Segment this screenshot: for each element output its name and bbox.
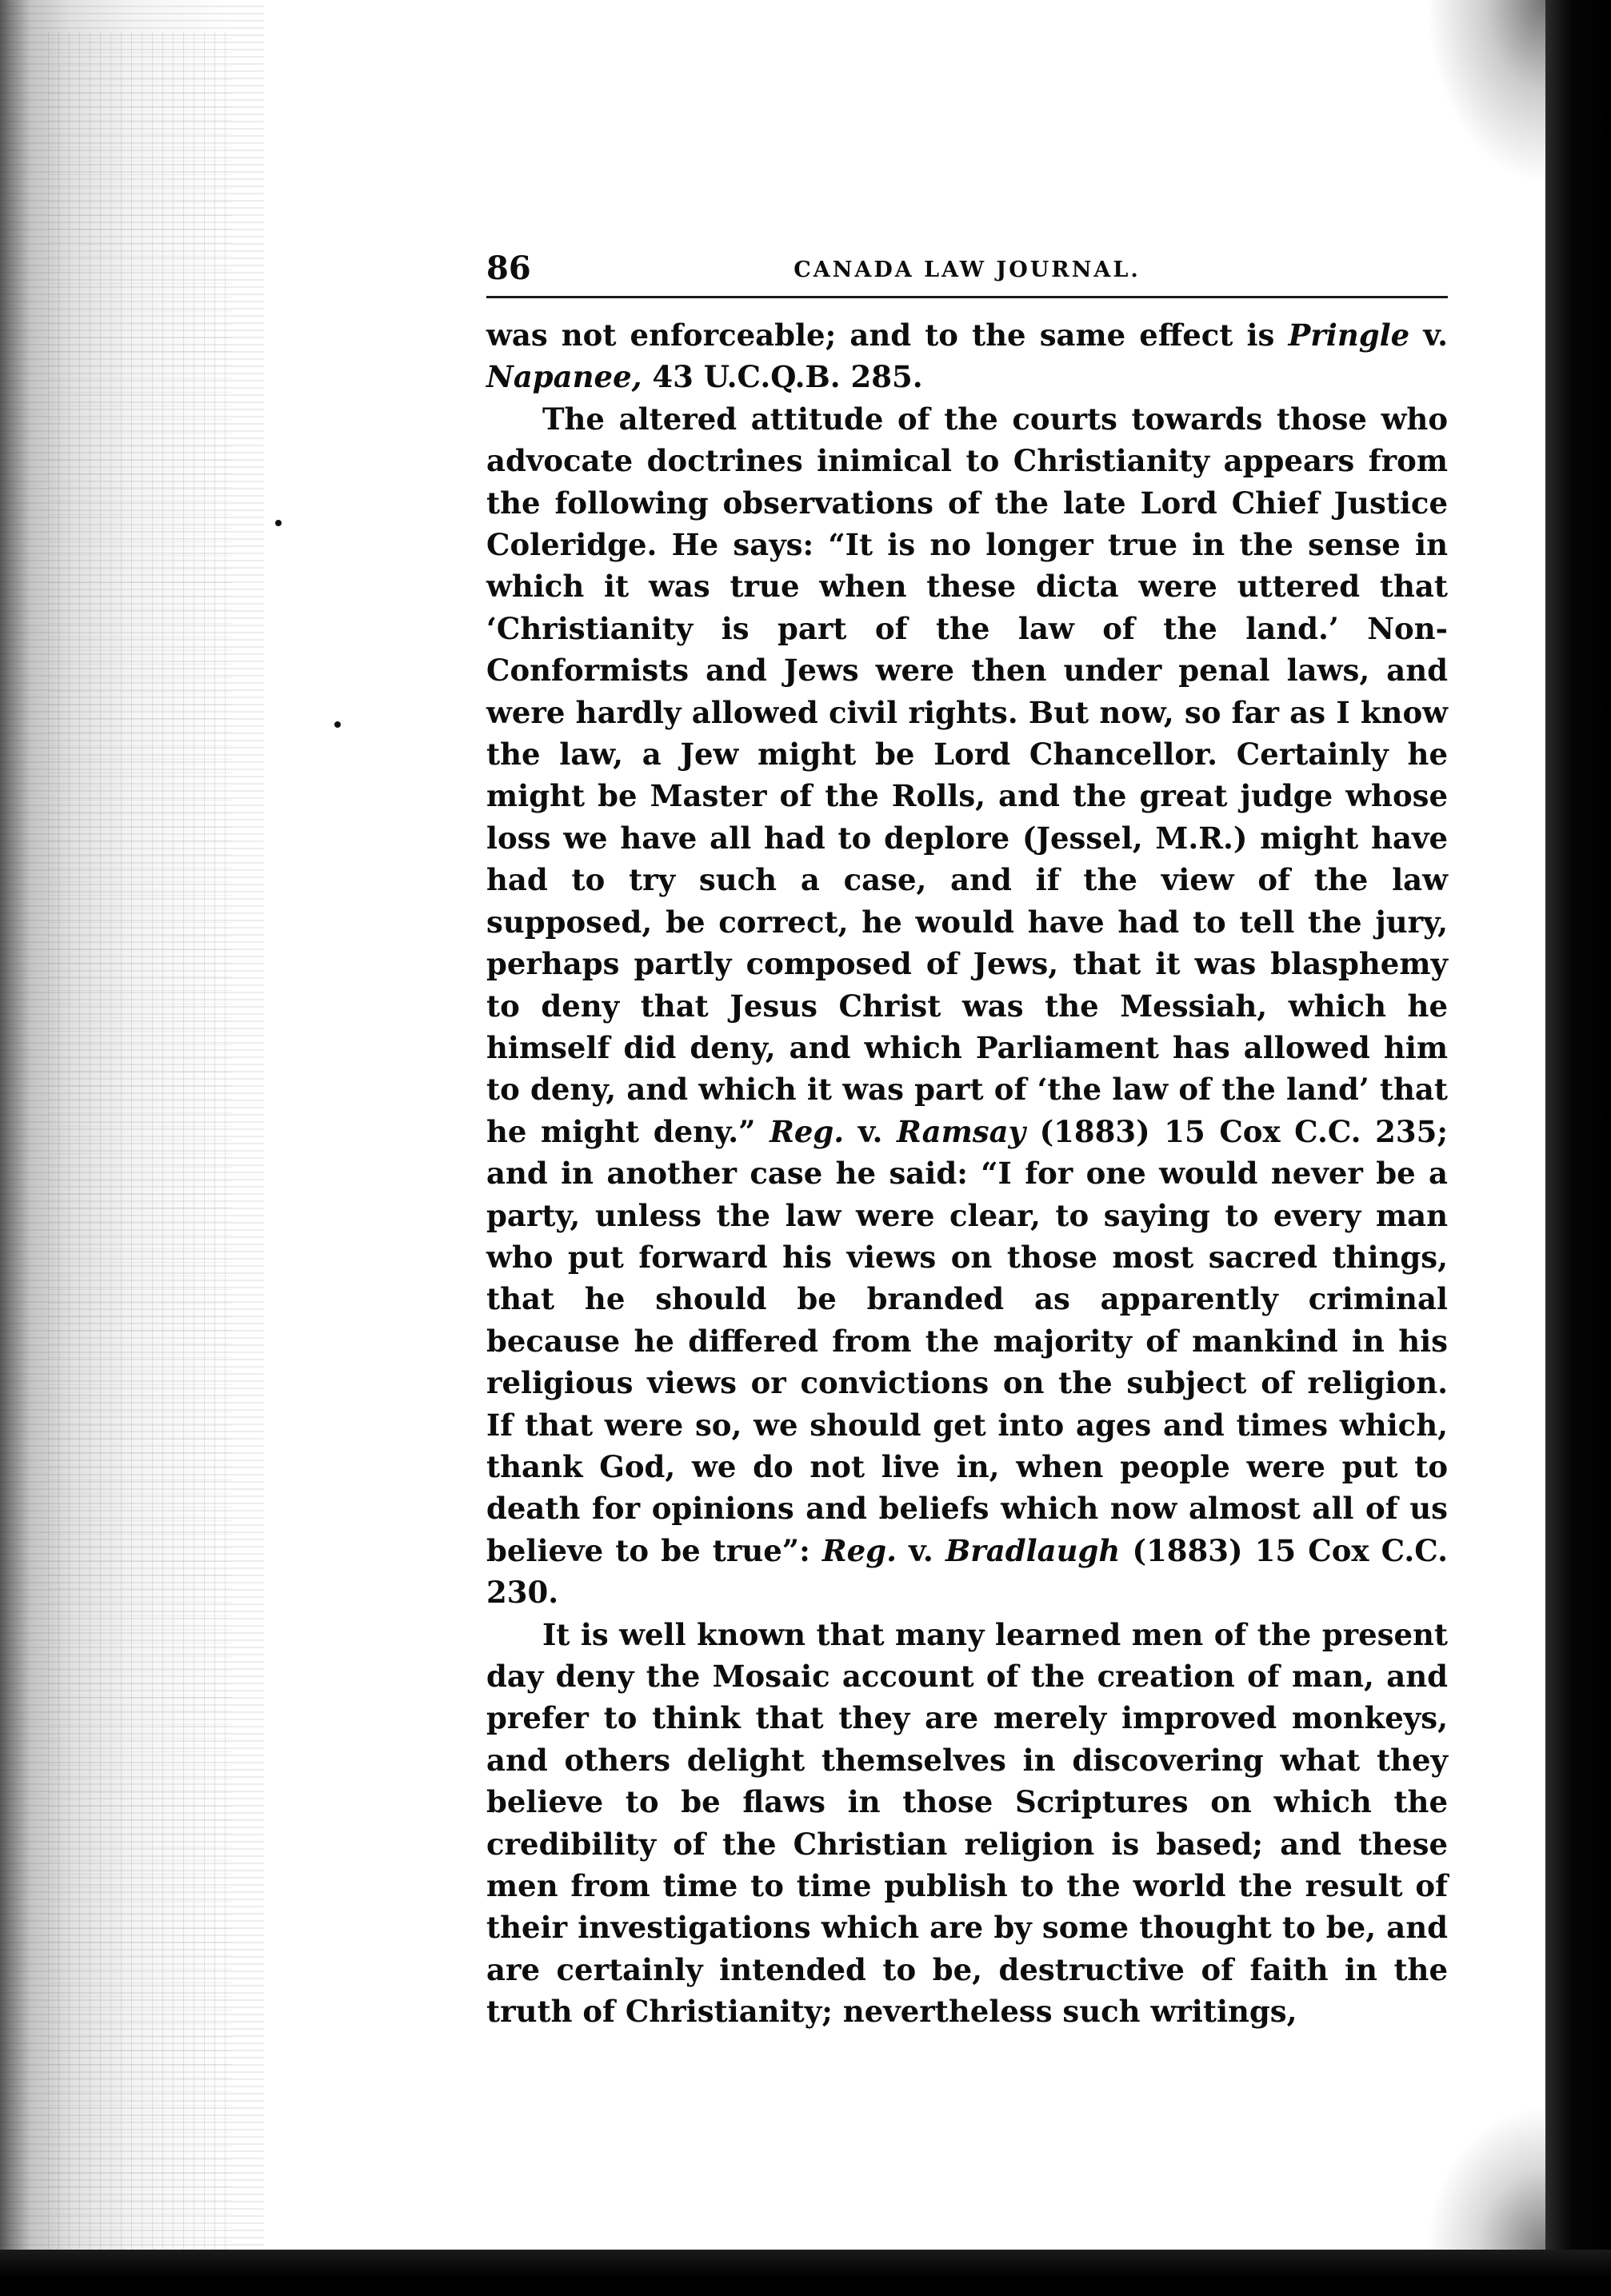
scan-corner-shadow-top	[1425, 0, 1545, 184]
text-run: 43 U.C.Q.B. 285.	[642, 359, 923, 395]
text-run: (1883) 15 Cox C.C. 235; and in another case he said: “I for one would never be a party, unless the law were clear, to saying to every man who put forward his views on those most sacred things, that he should be branded as apparently criminal because he differed from the majority of mankind in his religious views or convictions on the subject of religion. If that were so, we should get into ages and times which, thank God, we do not live in, when people were put to death for opinions and beliefs which now almost all of us believe to be true”:	[486, 1113, 1449, 1568]
text-run: v.	[896, 1532, 945, 1568]
case-name-italic: Reg.	[821, 1532, 897, 1568]
case-name-italic: Pringle	[1288, 317, 1410, 353]
text-run: It is well known that many learned men of the present day deny the Mosaic account of the creation of man, and prefer to think that they are merely improved monkeys, and others delight themselves in discovering what they believe to be flaws in those Scriptures on which the credibility of the Christian religion is based; and these men from time to time publish to the world the result of their investigations which are by some thought to be, and are certainly intended to be, destructive of faith in the truth of Christianity; nevertheless such writings,	[486, 1616, 1448, 2030]
header-rule	[486, 296, 1448, 298]
margin-speck	[275, 520, 282, 526]
scan-border-bottom	[0, 2250, 1611, 2296]
scan-corner-shadow-bottom	[1425, 2106, 1545, 2250]
paragraph	[486, 1614, 1448, 2033]
paragraph	[486, 398, 1448, 1614]
case-name-italic: Napanee,	[486, 359, 642, 395]
page-number: 86	[486, 250, 531, 287]
document-page	[486, 246, 1448, 2033]
scan-gutter-texture	[48, 32, 232, 2255]
case-name-italic: Reg.	[770, 1113, 845, 1149]
text-run: v.	[1409, 317, 1448, 353]
scan-border-right	[1545, 0, 1611, 2296]
case-name-italic: Bradlaugh	[945, 1532, 1121, 1568]
body-text	[486, 314, 1448, 2033]
text-run: The altered attitude of the courts towards those who advocate doctrines inimical to Christianity appears from the following observations of the late Lord Chief Justice Coleridge. He says: “It is no longer true in the sense in which it was true when these dicta were uttered that ‘Christianity is part of the law of the land.’ Non-Conformists and Jews were then under penal laws, and were hardly allowed civil rights. But now, so far as I know the law, a Jew might be Lord Chancellor. Certainly he might be Master of the Rolls, and the great judge whose loss we have all had to deplore (Jessel, M.R.) might have had to try such a case, and if the view of the law supposed, be correct, he would have had to tell the jury, perhaps partly composed of Jews, that it was blasphemy to deny that Jesus Christ was the Messiah, which he himself did deny, and which Parliament has allowed him to deny, and which it was part of ‘the law of the land’ that he might deny.”	[486, 401, 1448, 1149]
case-name-italic: Ramsay	[897, 1113, 1026, 1149]
running-head	[486, 246, 1448, 294]
text-run: (1883) 15 Cox C.C. 230.	[486, 1532, 1448, 1611]
journal-title: CANADA LAW JOURNAL.	[794, 258, 1141, 282]
text-run: v.	[844, 1113, 897, 1149]
margin-speck	[334, 721, 341, 728]
paragraph	[486, 314, 1448, 398]
text-run: was not enforceable; and to the same effect is	[486, 317, 1289, 353]
